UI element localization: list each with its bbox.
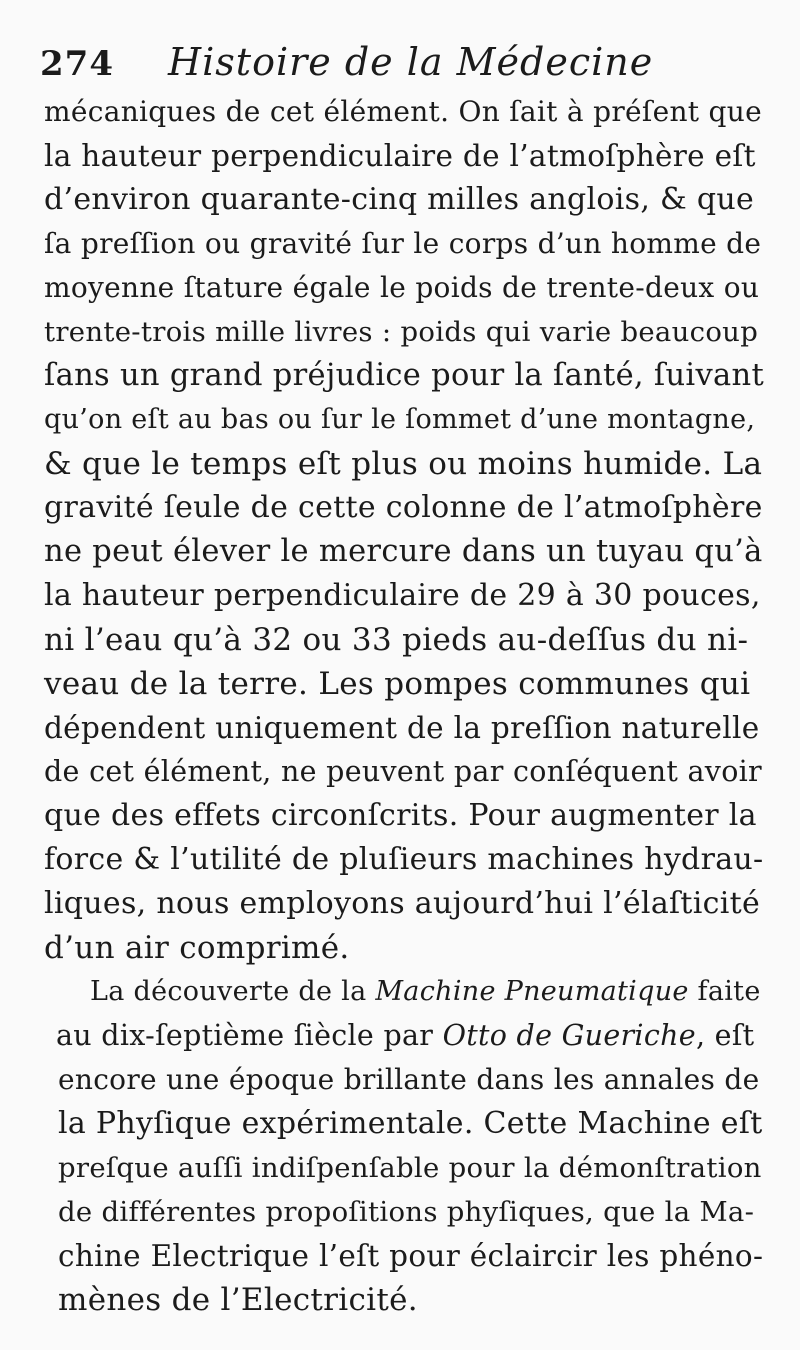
text-run: faite (688, 976, 761, 1007)
text-run: La découverte de la (90, 976, 376, 1007)
text-line: ne peut élever le mercure dans un tuyau qu’à (44, 534, 763, 569)
text-line (90, 972, 761, 1012)
text-line: veau de la terre. Les pompes communes qui (44, 666, 751, 702)
text-line: de différentes propoſitions phyſiques, que la Ma- (58, 1196, 755, 1228)
text-line: ni l’eau qu’à 32 ou 33 pieds au-deſſus du ni- (44, 622, 749, 658)
text-line: mécaniques de cet élément. On ſait à préſent que (44, 95, 762, 128)
text-line: preſque auſſi indiſpenſable pour la démonſtration (58, 1152, 762, 1184)
text-line: liques, nous employons aujourd’hui l’élaſticité (44, 886, 761, 921)
text-run: , eſt (695, 1019, 755, 1052)
text-line: ſans un grand préjudice pour la ſanté, ſuivant (44, 358, 765, 393)
text-line: mènes de l’Electricité. (58, 1282, 418, 1318)
text-line: dépendent uniquement de la preſſion naturelle (44, 711, 760, 745)
italic-term: Machine Pneumatique (375, 976, 689, 1007)
text-line: chine Electrique l’eſt pour éclaircir les phéno- (58, 1239, 764, 1273)
text-line: qu’on eſt au bas ou ſur le ſommet d’une montagne, (44, 404, 756, 435)
text-line: moyenne ſtature égale le poids de trente-deux ou (44, 271, 760, 304)
text-line: encore une époque brillante dans les annales de (58, 1063, 760, 1096)
text-line: ſa preſſion ou gravité ſur le corps d’un homme de (44, 227, 762, 260)
text-line: la Phyſique expérimentale. Cette Machine eſt (58, 1106, 763, 1141)
page-number: 274 (40, 44, 114, 84)
text-line: force & l’utilité de pluſieurs machines hydrau- (44, 842, 764, 877)
running-title: Histoire de la Médecine (168, 40, 654, 84)
text-line: & que le temps eſt plus ou moins humide. La (44, 446, 763, 482)
text-line: d’environ quarante-cinq milles anglois, & que (44, 182, 755, 217)
text-line: gravité ſeule de cette colonne de l’atmoſphère (44, 490, 763, 525)
text-line: la hauteur perpendiculaire de 29 à 30 pouces, (44, 578, 761, 613)
italic-name: Otto de Gueriche (442, 1019, 696, 1052)
text-line (56, 1016, 754, 1056)
text-line: de cet élément, ne peuvent par conſéquent avoir (44, 755, 762, 788)
text-line: que des effets circonſcrits. Pour augmenter la (44, 798, 757, 833)
text-line: la hauteur perpendiculaire de l’atmoſphère eſt (44, 139, 756, 173)
text-line: trente-trois mille livres : poids qui varie beaucoup (44, 316, 759, 348)
text-run: au dix-ſeptième ſiècle par (56, 1019, 443, 1052)
text-line: d’un air comprimé. (44, 930, 350, 966)
